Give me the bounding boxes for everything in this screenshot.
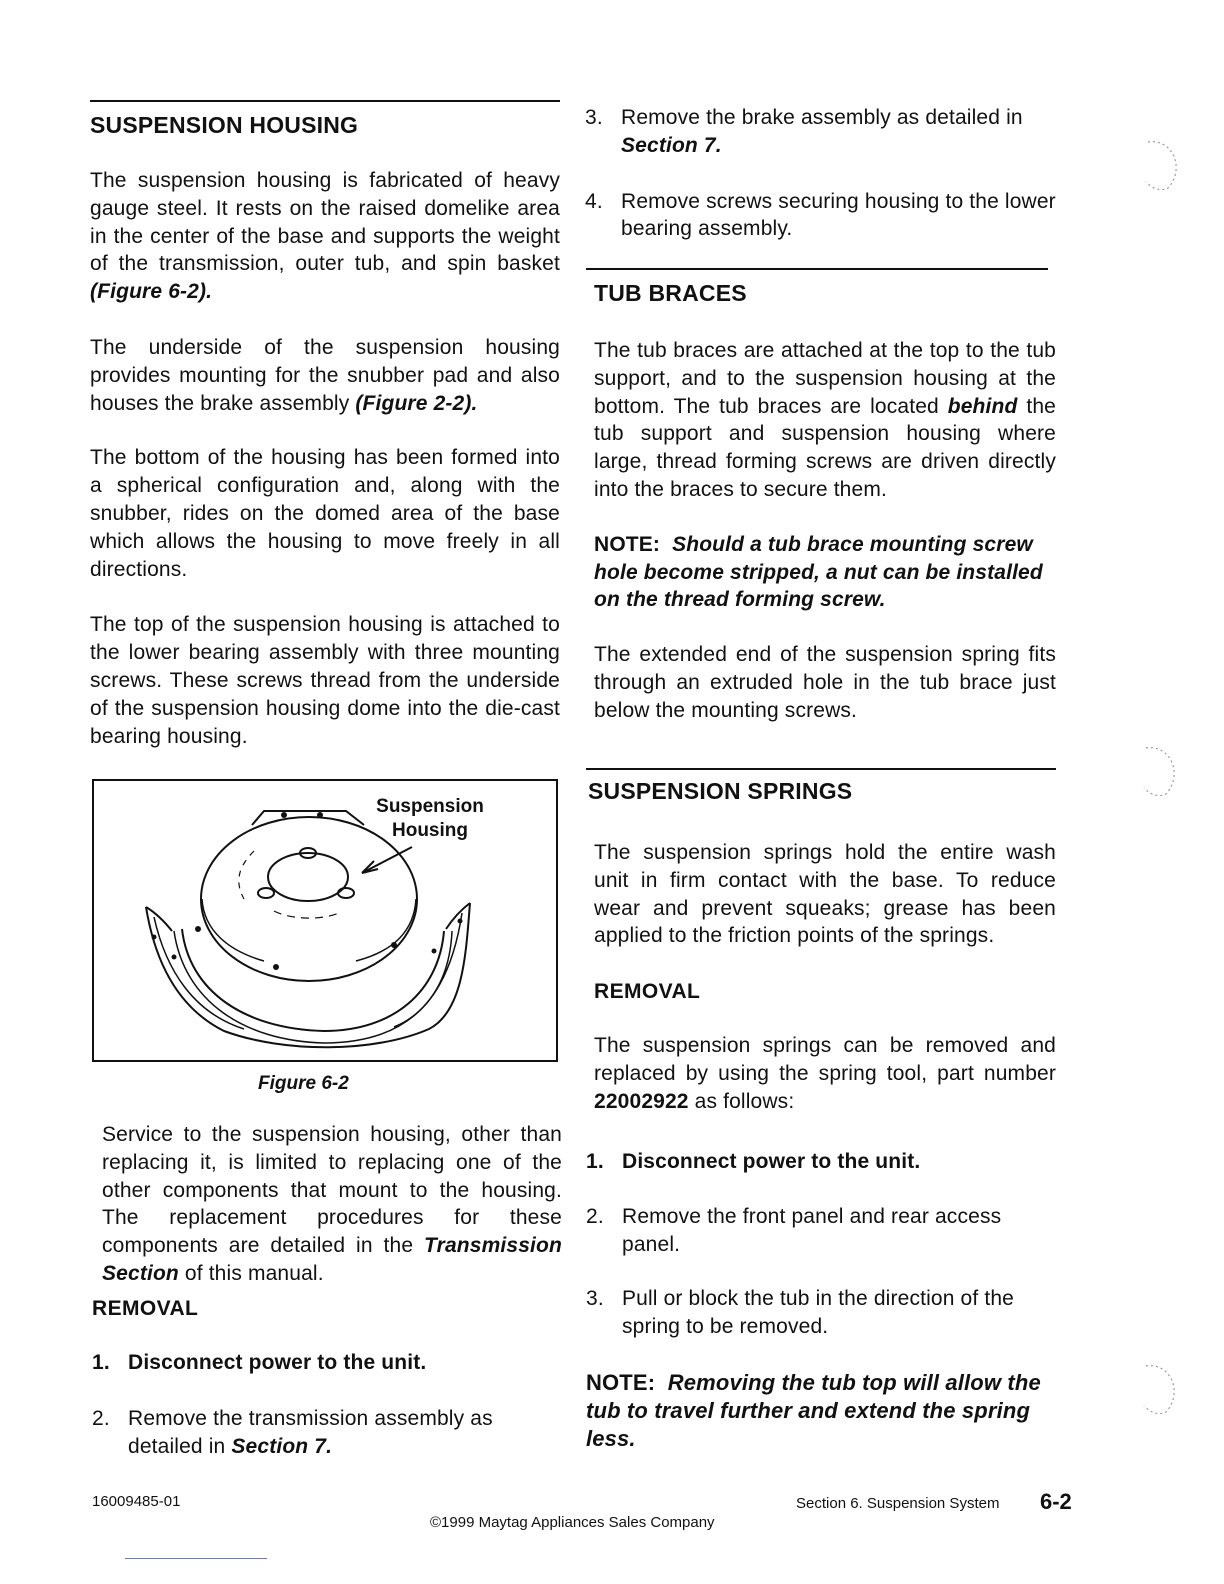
section-heading-suspension-housing: SUSPENSION HOUSING [90,112,359,138]
step-number: 2. [92,1406,110,1430]
suspension-springs-section [594,839,1056,1116]
removal-step-2 [92,1405,562,1461]
note-tub-top [586,1369,1056,1452]
figure-callout-label: Suspension Housing [376,796,484,841]
section-heading-tub-braces: TUB BRACES [594,280,747,306]
step-text-body: Remove the transmission assembly as detailed in [128,1406,493,1458]
paragraph-housing-intro [90,167,560,306]
spring-step-2 [586,1203,1056,1259]
footer-page-number: 6-2 [1040,1489,1072,1514]
left-column-lower [102,1121,562,1288]
step-text: Disconnect power to the unit. [622,1150,921,1173]
tub-braces-section [594,280,1056,725]
paragraph-text: the tub support and suspension housing where large, thread forming screws are driven directly into the braces to secure them. [594,394,1056,501]
paragraph-text: of this manual. [178,1261,324,1285]
paragraph-text: The tub braces are attached at the top to the tub support, and to the suspension housing at the bottom. The tub braces are located [594,339,1056,418]
figure-suspension-housing [92,779,558,1062]
paragraph-tub-braces [594,337,1056,504]
step-text: Remove the front panel and rear access panel. [622,1204,1002,1256]
bottom-edge-line [125,1558,267,1559]
step-number: 4. [585,189,603,213]
step-number: 1. [586,1150,604,1173]
paragraph-housing-underside [90,334,560,417]
removal-step-1 [92,1349,562,1377]
note-text: Removing the tub top will allow the tub to travel further and extend the spring less. [586,1369,1041,1451]
subheading-removal: REMOVAL [92,1297,199,1320]
note-tub-brace [594,531,1056,614]
step-number: 2. [586,1204,604,1228]
section-rule [90,100,560,102]
right-column-top [585,104,1060,243]
note-label: NOTE: [594,532,661,556]
part-number: 22002922 [594,1089,689,1113]
tub-braces-rule [586,268,1048,270]
binder-hole-mark [1142,138,1186,192]
note-label: NOTE: [586,1369,656,1395]
binder-hole-mark [1140,744,1184,798]
paragraph-springs-intro: The suspension springs hold the entire wash unit in firm contact with the base. To reduce wear and prevent squeaks; grease has been applied to the friction points of the springs. [594,841,1056,948]
removal-step-4 [585,188,1060,244]
footer-section-title: Section 6. Suspension System [796,1495,1000,1512]
section-rule [586,768,1056,770]
paragraph-spring-end: The extended end of the suspension spring fits through an extruded hole in the tub brace just below the mounting screws. [594,643,1056,722]
section-reference: Section 7. [621,133,722,157]
springs-removal-steps [586,1148,1056,1452]
footer-copyright: ©1999 Maytag Appliances Sales Company [430,1514,715,1531]
figure-reference: (Figure 6-2). [90,280,213,304]
step-text [128,1405,562,1461]
step-number: 3. [585,106,603,129]
figure-reference: (Figure 2-2). [355,391,478,415]
step-number: 1. [92,1351,110,1374]
left-column [90,100,560,750]
step-text [621,104,1060,160]
spring-step-3 [586,1285,1056,1341]
step-text: Pull or block the tub in the direction of the spring to be removed. [622,1287,1014,1339]
step-text: Remove screws securing housing to the lower bearing assembly. [621,189,1056,241]
section-reference: Section 7. [231,1434,333,1458]
footer-document-number: 16009485-01 [92,1493,181,1510]
paragraph-text: The suspension housing is fabricated of heavy gauge steel. It rests on the raised domelike area in the center of the base and supports the weight of the transmission, outer tub, and spin basket [90,169,560,276]
suspension-springs-heading-block [588,778,1056,805]
left-removal-block [92,1297,562,1460]
step-text: Disconnect power to the unit. [128,1351,427,1374]
note-text: Should a tub brace mounting screw hole become stripped, a nut can be installed on the thread forming screw. [594,532,1043,612]
paragraph-housing-bottom: The bottom of the housing has been formed into a spherical configuration and, along with the snubber, rides on the domed area of the base which allows the housing to move freely in all directions. [90,446,560,581]
paragraph-text: Service to the suspension housing, other than replacing it, is limited to replacing one of the other components that mount to the housing. The replacement procedures for these components are detailed in the [102,1123,562,1258]
step-text-body: Remove the brake assembly as detailed in [621,106,1023,129]
paragraph-service [102,1121,562,1288]
springs-rule [586,768,1056,770]
step-number: 3. [586,1287,604,1311]
figure-caption: Figure 6-2 [258,1073,349,1094]
paragraph-text: as follows: [688,1089,795,1113]
paragraph-housing-top: The top of the suspension housing is attached to the lower bearing assembly with three mounting screws. These screws thread from the underside of the suspension housing dome into the die-cast bearing housing. [90,613,560,748]
subheading-removal: REMOVAL [594,980,701,1004]
binder-hole-mark [1140,1362,1184,1416]
section-reference: Transmission Section [102,1234,562,1285]
emphasis: behind [947,394,1018,418]
paragraph-spring-tool [594,1032,1056,1115]
spring-step-1 [586,1148,1056,1176]
section-rule [586,268,1048,270]
section-heading-suspension-springs: SUSPENSION SPRINGS [588,778,853,804]
paragraph-text: The suspension springs can be removed and replaced by using the spring tool, part number [594,1034,1056,1085]
removal-step-3 [585,104,1060,160]
paragraph-text: The underside of the suspension housing provides mounting for the snubber pad and also houses the brake assembly [90,335,560,415]
